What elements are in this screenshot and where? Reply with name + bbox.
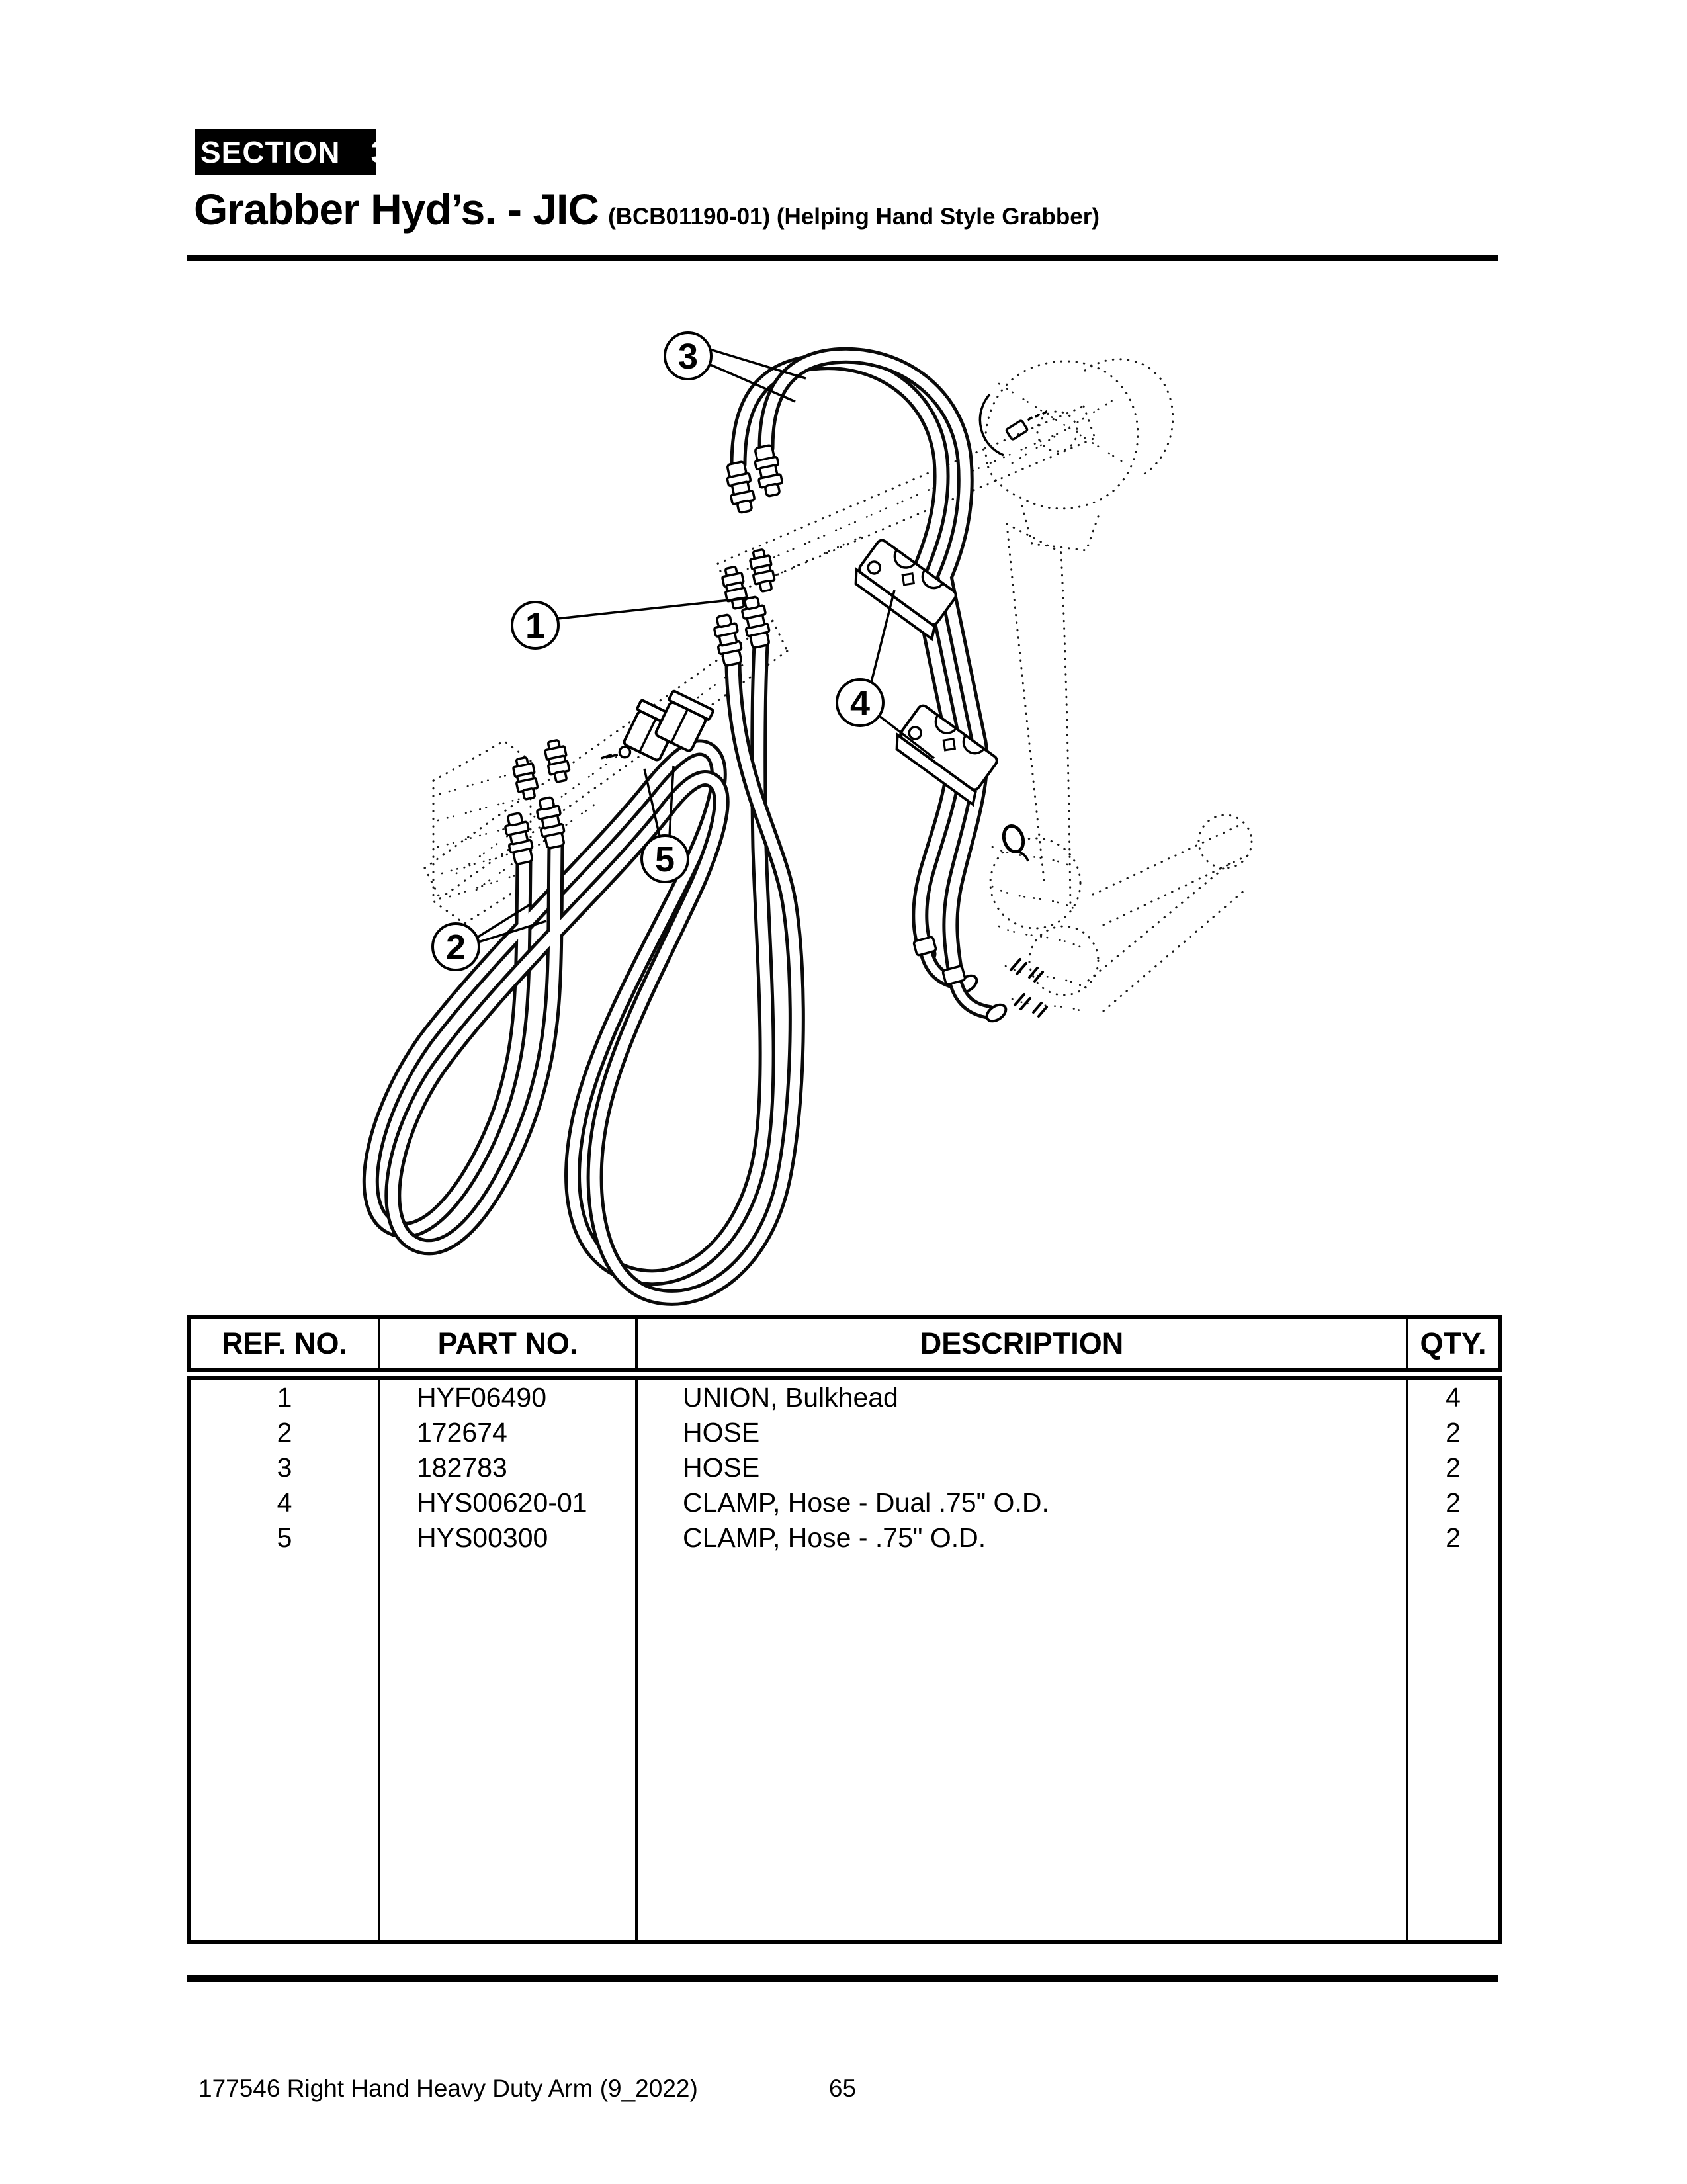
exploded-parts-diagram [187,284,1500,1313]
callout-5-label: 5 [654,840,675,879]
footer-rule [187,1975,1498,1982]
filler-cell [189,1555,379,1942]
cell-desc: HOSE [636,1415,1407,1450]
page-title-row [194,184,1500,234]
table-row [189,1374,1500,1415]
column-header-ref-no: REF. NO. [189,1317,379,1374]
cell-part: HYS00620-01 [379,1485,636,1520]
callout-4-label: 4 [849,683,871,723]
footer [0,2075,1687,2104]
cell-desc: UNION, Bulkhead [636,1374,1407,1415]
table-row [189,1485,1500,1520]
hose-item-3 [738,355,980,983]
filler-cell [1407,1555,1500,1942]
cell-part: HYF06490 [379,1374,636,1415]
table-row [189,1520,1500,1555]
section-badge [195,129,389,175]
column-header-qty: QTY. [1407,1317,1500,1374]
cell-ref: 3 [189,1450,379,1485]
title-rule [187,255,1498,261]
cell-part: 182783 [379,1450,636,1485]
phantom-arm-outline [980,359,1252,1016]
cell-qty: 2 [1407,1520,1500,1555]
table-row [189,1415,1500,1450]
page-subtitle: (BCB01190-01) (Helping Hand Style Grabber) [608,204,1100,230]
column-header-description: DESCRIPTION [636,1317,1407,1374]
table-filler-row [189,1555,1500,1942]
parts-table [187,1315,1502,1944]
keeper-plate-detail [1006,406,1050,440]
footer-document-title: 177546 Right Hand Heavy Duty Arm (9_2022) [198,2075,698,2102]
elbow-fitting [914,936,1009,1024]
parts-table-header-row [189,1317,1500,1374]
cell-desc: CLAMP, Hose - .75" O.D. [636,1520,1407,1555]
cell-qty: 2 [1407,1415,1500,1450]
section-label: SECTION [200,135,341,169]
hose-item-2 [370,645,797,1297]
hatch-marks [1011,959,1047,1016]
filler-cell [636,1555,1407,1942]
cell-ref: 1 [189,1374,379,1415]
footer-page-number: 65 [828,2075,857,2102]
cell-ref: 5 [189,1520,379,1555]
page-title: Grabber Hyd’s. - JIC [194,185,599,234]
cell-part: HYS00300 [379,1520,636,1555]
section-number: 3 [370,135,389,169]
cell-qty: 2 [1407,1485,1500,1520]
ring-detail [1001,824,1028,861]
cell-part: 172674 [379,1415,636,1450]
filler-cell [379,1555,636,1942]
callout-2-label: 2 [445,928,466,967]
cell-qty: 4 [1407,1374,1500,1415]
cell-ref: 4 [189,1485,379,1520]
cell-desc: HOSE [636,1450,1407,1485]
cell-ref: 2 [189,1415,379,1450]
callout-3-label: 3 [677,337,699,376]
table-row [189,1450,1500,1485]
cell-desc: CLAMP, Hose - Dual .75" O.D. [636,1485,1407,1520]
column-header-part-no: PART NO. [379,1317,636,1374]
callout-1-label: 1 [525,606,546,646]
cell-qty: 2 [1407,1450,1500,1485]
